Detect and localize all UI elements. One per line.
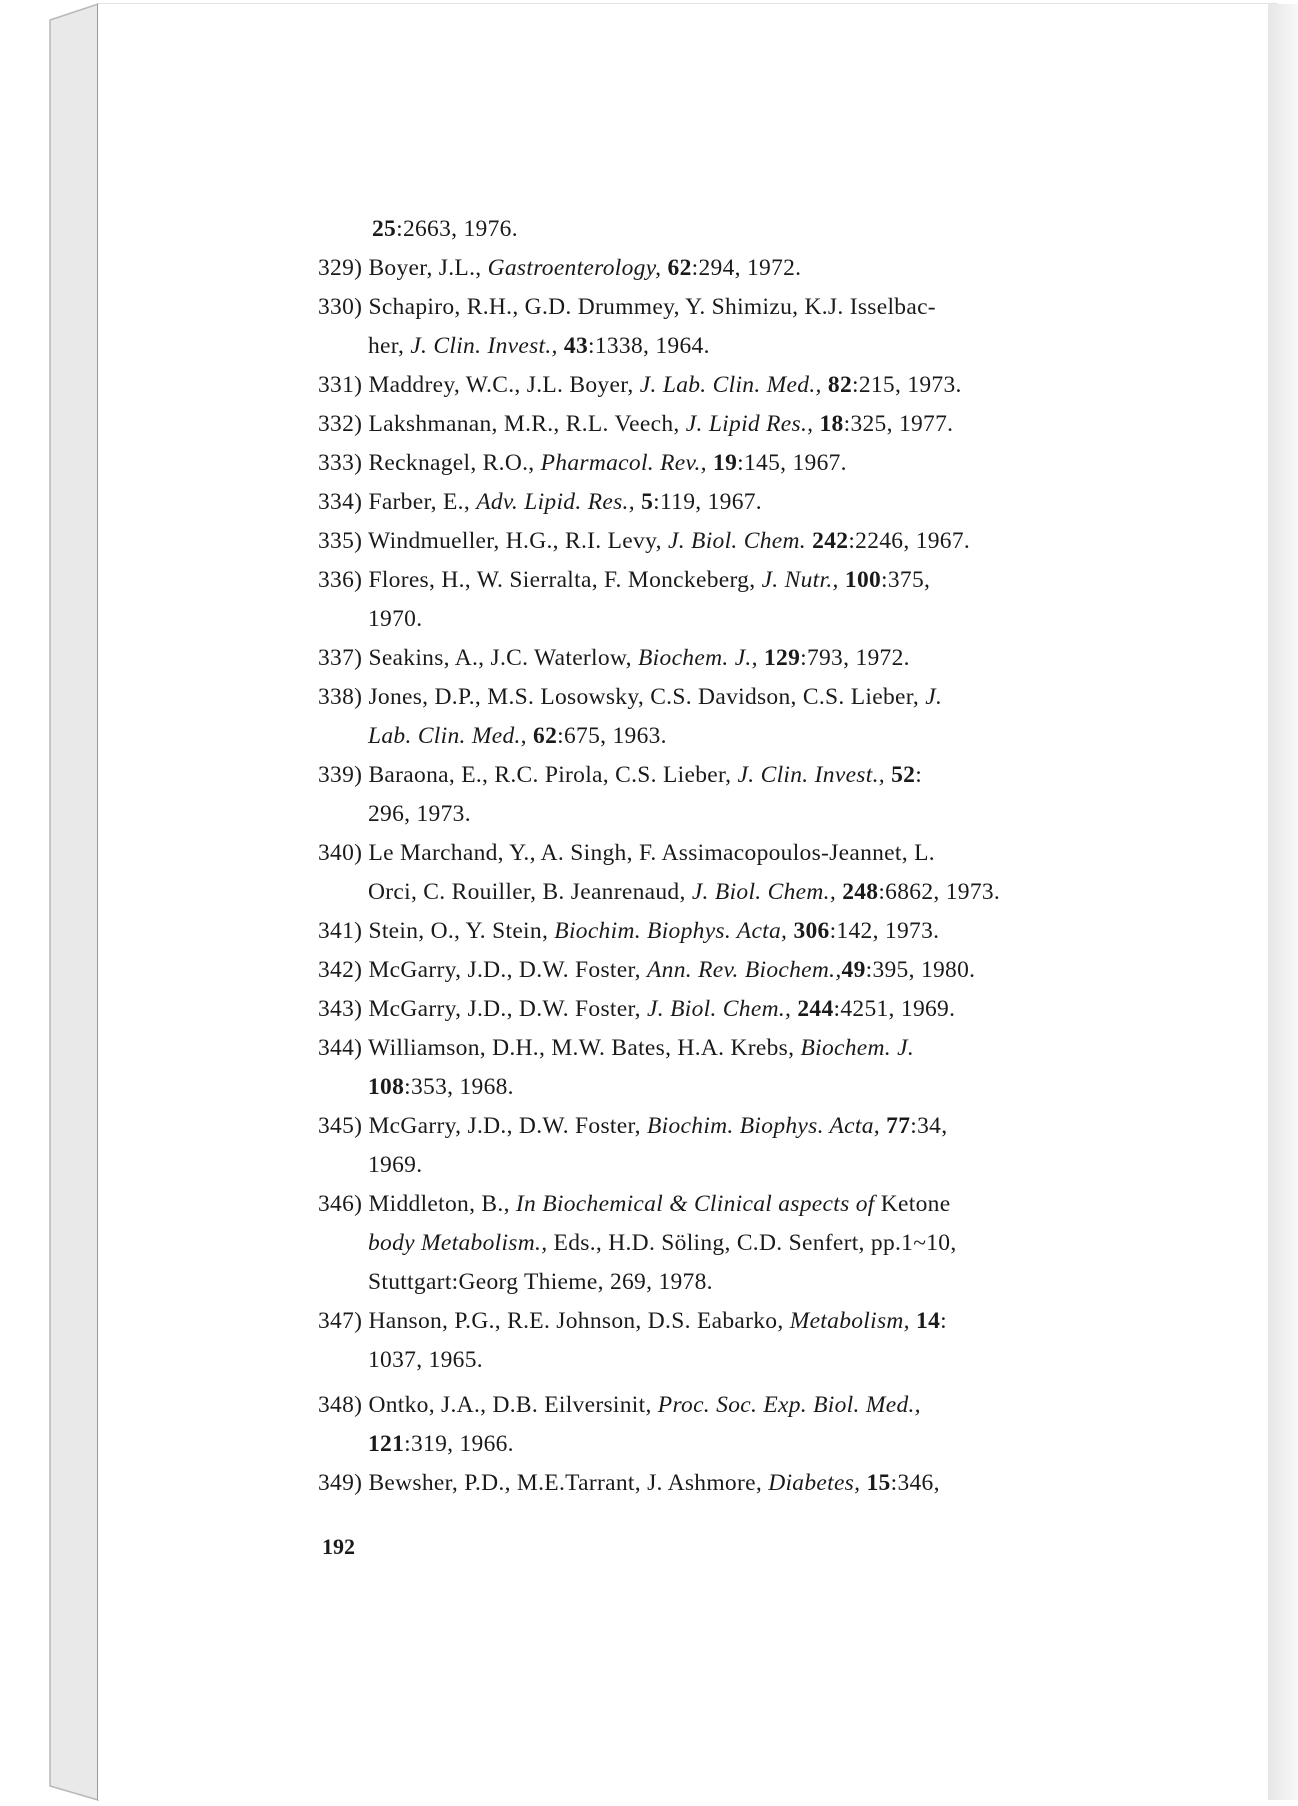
reference-number: 334)	[318, 489, 363, 515]
reference-first-line	[318, 639, 1114, 678]
reference-entry	[318, 249, 1114, 288]
reference-number: 330)	[318, 294, 363, 320]
journal-title: J. Biol. Chem.	[667, 528, 806, 554]
volume-number: 52	[891, 762, 916, 788]
reference-number: 347)	[318, 1308, 363, 1334]
reference-text: Windmueller, H.G., R.I. Levy,	[362, 528, 668, 554]
reference-continuation-line	[318, 1068, 1114, 1107]
reference-first-line	[318, 483, 1114, 522]
continued-line: 25:2663, 1976.	[372, 216, 518, 242]
reference-text: :142, 1973.	[829, 918, 940, 944]
reference-text: :793, 1972.	[800, 645, 910, 671]
reference-first-line	[318, 405, 1114, 444]
journal-title: Lab. Clin. Med.,	[368, 723, 527, 749]
reference-number: 346)	[318, 1191, 363, 1217]
journal-title: In Biochemical & Clinical aspects of	[515, 1191, 875, 1217]
journal-title: Gastroenterology,	[487, 255, 662, 281]
journal-title: J. Lipid Res.,	[685, 411, 814, 437]
reference-first-line	[318, 1029, 1114, 1068]
reference-number: 344)	[318, 1035, 363, 1061]
volume-number: 5	[641, 489, 654, 515]
reference-first-line	[318, 561, 1114, 600]
reference-number: 331)	[318, 372, 363, 398]
page-number: 192	[322, 1534, 355, 1559]
reference-first-line	[318, 1185, 1114, 1224]
reference-text: Hanson, P.G., R.E. Johnson, D.S. Eabarko,	[362, 1308, 790, 1334]
journal-title: Biochim. Biophys. Acta,	[554, 918, 788, 944]
journal-title: Biochim. Biophys. Acta,	[647, 1113, 880, 1139]
reference-continuation-line	[318, 795, 1114, 834]
volume-number: 100	[844, 567, 882, 593]
journal-title: J. Biol. Chem.,	[647, 996, 792, 1022]
journal-title: J.	[925, 684, 943, 710]
reference-text: :2246, 1967.	[848, 528, 971, 554]
reference-text: :145, 1967.	[737, 450, 847, 476]
reference-text: :	[915, 762, 923, 788]
journal-title: J. Clin. Invest.,	[737, 762, 885, 788]
reference-text: :325, 1977.	[843, 411, 954, 437]
reference-text: :1338, 1964.	[588, 333, 710, 359]
journal-title: Diabetes,	[768, 1470, 861, 1496]
reference-number: 348)	[318, 1392, 363, 1418]
volume-number: 108	[368, 1074, 405, 1100]
reference-entry	[318, 834, 1114, 912]
journal-title: J. Lab. Clin. Med.,	[639, 372, 822, 398]
reference-text: :119, 1967.	[653, 489, 762, 515]
reference-entry	[318, 639, 1114, 678]
volume-number: 15	[866, 1470, 891, 1496]
reference-text: :4251, 1969.	[833, 996, 956, 1022]
reference-first-line	[318, 1464, 1114, 1503]
reference-continuation-line	[318, 327, 1114, 366]
reference-number: 345)	[318, 1113, 363, 1139]
reference-text: Stuttgart:Georg Thieme, 269, 1978.	[368, 1269, 713, 1295]
reference-first-line	[318, 249, 1114, 288]
volume-number: 19	[713, 450, 738, 476]
journal-title: Metabolism,	[789, 1308, 910, 1334]
reference-entries	[318, 249, 1114, 1503]
reference-number: 338)	[318, 684, 363, 710]
reference-text: 1970.	[368, 606, 423, 632]
reference-entry	[318, 912, 1114, 951]
volume-number: 242	[812, 528, 849, 554]
reference-first-line	[318, 1107, 1114, 1146]
reference-entry	[318, 1464, 1114, 1503]
reference-text: :34,	[910, 1113, 948, 1139]
reference-continuation-line	[318, 1341, 1114, 1380]
reference-entry	[318, 951, 1114, 990]
journal-title: Adv. Lipid. Res.,	[476, 489, 635, 515]
reference-text: :319, 1966.	[404, 1431, 514, 1457]
reference-entry	[318, 561, 1114, 639]
reference-entry	[318, 1185, 1114, 1302]
reference-first-line	[318, 678, 1114, 717]
reference-first-line	[318, 990, 1114, 1029]
reference-continuation-line	[318, 1146, 1114, 1185]
reference-text: Ontko, J.A., D.B. Eilversinit,	[362, 1392, 658, 1418]
reference-first-line	[318, 912, 1114, 951]
reference-text: Schapiro, R.H., G.D. Drummey, Y. Shimizu, K.J. Isselbac-	[362, 294, 936, 320]
reference-text: her,	[368, 333, 411, 359]
reference-text: Boyer, J.L.,	[362, 255, 488, 281]
reference-first-line	[318, 366, 1114, 405]
reference-number: 349)	[318, 1470, 363, 1496]
reference-text: Maddrey, W.C., J.L. Boyer,	[362, 372, 640, 398]
reference-number: 336)	[318, 567, 363, 593]
reference-number: 329)	[318, 255, 363, 281]
volume-number: 82	[827, 372, 852, 398]
reference-number: 337)	[318, 645, 363, 671]
reference-number: 332)	[318, 411, 363, 437]
reference-entry	[318, 678, 1114, 756]
reference-first-line	[318, 834, 1114, 873]
journal-title: Proc. Soc. Exp. Biol. Med.,	[657, 1392, 921, 1418]
reference-text: Flores, H., W. Sierralta, F. Monckeberg,	[362, 567, 762, 593]
reference-text: Seakins, A., J.C. Waterlow,	[362, 645, 639, 671]
reference-first-line	[318, 1386, 1114, 1425]
journal-title: Biochem. J.	[800, 1035, 915, 1061]
reference-number: 343)	[318, 996, 363, 1022]
reference-text: Stein, O., Y. Stein,	[362, 918, 555, 944]
reference-text: McGarry, J.D., D.W. Foster,	[362, 957, 648, 983]
reference-number: 335)	[318, 528, 363, 554]
volume-number: 14	[916, 1308, 941, 1334]
reference-text: Orci, C. Rouiller, B. Jeanrenaud,	[368, 879, 692, 905]
reference-continuation-line	[318, 873, 1114, 912]
reference-number: 341)	[318, 918, 363, 944]
reference-entry	[318, 1029, 1114, 1107]
volume-number: 18	[819, 411, 844, 437]
reference-entry	[318, 366, 1114, 405]
reference-number: 340)	[318, 840, 363, 866]
reference-first-line	[318, 288, 1114, 327]
reference-entry	[318, 1386, 1114, 1464]
reference-text: :	[940, 1308, 947, 1334]
reference-entry	[318, 756, 1114, 834]
volume-number: 43	[563, 333, 588, 359]
journal-title: J. Clin. Invest.,	[410, 333, 558, 359]
reference-text: Eds., H.D. Söling, C.D. Senfert, pp.1~10,	[547, 1230, 957, 1256]
journal-title: J. Biol. Chem.,	[691, 879, 836, 905]
reference-continuation-line	[318, 1224, 1114, 1263]
reference-text: 296, 1973.	[368, 801, 471, 827]
reference-entry	[318, 405, 1114, 444]
reference-entry	[318, 288, 1114, 366]
reference-text: :675, 1963.	[557, 723, 667, 749]
reference-text: Williamson, D.H., M.W. Bates, H.A. Krebs,	[362, 1035, 801, 1061]
reference-first-line	[318, 756, 1114, 795]
reference-text: Middleton, B.,	[362, 1191, 516, 1217]
reference-text: :353, 1968.	[404, 1074, 514, 1100]
reference-continuation-line	[318, 600, 1114, 639]
reference-text: Bewsher, P.D., M.E.Tarrant, J. Ashmore,	[362, 1470, 769, 1496]
reference-continuation-line	[318, 1263, 1114, 1302]
reference-number: 342)	[318, 957, 363, 983]
journal-title: Pharmacol. Rev.,	[540, 450, 707, 476]
reference-first-line	[318, 522, 1114, 561]
reference-first-line	[318, 1302, 1114, 1341]
reference-text: Lakshmanan, M.R., R.L. Veech,	[362, 411, 686, 437]
reference-text: Jones, D.P., M.S. Losowsky, C.S. Davidson, C.S. Lieber,	[362, 684, 926, 710]
journal-title: Biochem. J.,	[638, 645, 758, 671]
reference-text: 1969.	[368, 1152, 423, 1178]
reference-continuation-line	[318, 717, 1114, 756]
reference-text: McGarry, J.D., D.W. Foster,	[362, 1113, 648, 1139]
volume-number: 244	[797, 996, 834, 1022]
journal-title: body Metabolism.,	[368, 1230, 548, 1256]
volume-number: 77	[886, 1113, 911, 1139]
reference-text: McGarry, J.D., D.W. Foster,	[362, 996, 648, 1022]
reference-number: 333)	[318, 450, 363, 476]
volume-number: 306	[793, 918, 830, 944]
volume-number: 248	[842, 879, 879, 905]
volume-number: 62	[667, 255, 692, 281]
volume-number: 121	[368, 1431, 405, 1457]
reference-text: :395, 1980.	[865, 957, 976, 983]
reference-text: Baraona, E., R.C. Pirola, C.S. Lieber,	[362, 762, 738, 788]
reference-text: Ketone	[874, 1191, 951, 1217]
reference-text: :346,	[890, 1470, 940, 1496]
reference-text: :375,	[881, 567, 931, 593]
reference-entry	[318, 522, 1114, 561]
reference-entry	[318, 483, 1114, 522]
reference-text: :215, 1973.	[852, 372, 962, 398]
reference-text: :294, 1972.	[691, 255, 802, 281]
reference-continuation-line	[318, 1425, 1114, 1464]
reference-text: Recknagel, R.O.,	[362, 450, 541, 476]
volume-number: 62	[533, 723, 558, 749]
reference-entry	[318, 1302, 1114, 1380]
reference-text: :6862, 1973.	[878, 879, 1001, 905]
reference-first-line	[318, 951, 1114, 990]
page-edge-shadow	[1268, 4, 1298, 1800]
reference-text: Le Marchand, Y., A. Singh, F. Assimacopoulos-Jeannet, L.	[362, 840, 935, 866]
volume-number: 49	[841, 957, 866, 983]
journal-title: J. Nutr.,	[761, 567, 839, 593]
reference-first-line	[318, 444, 1114, 483]
reference-text: Farber, E.,	[362, 489, 477, 515]
reference-entry	[318, 1107, 1114, 1185]
reference-text: 1037, 1965.	[368, 1347, 483, 1373]
reference-list	[318, 210, 1114, 1503]
reference-number: 339)	[318, 762, 363, 788]
volume-number: 129	[763, 645, 801, 671]
reference-entry	[318, 990, 1114, 1029]
reference-entry	[318, 444, 1114, 483]
journal-title: Ann. Rev. Biochem.,	[647, 957, 842, 983]
